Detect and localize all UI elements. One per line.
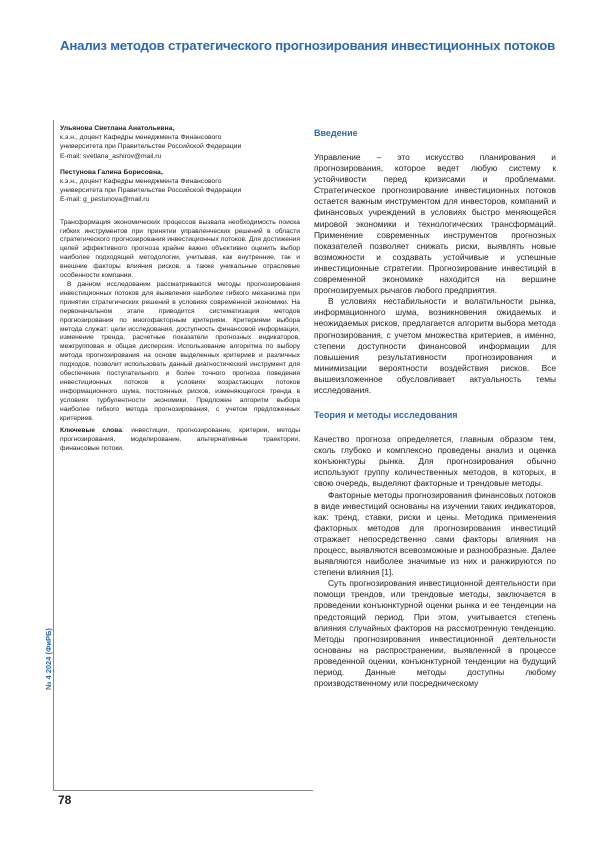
body-paragraph: Факторные методы прогнозирования финансовых потоков в виде инвестиций основаны на изучении таких индикаторов, как: тренд, ставки, риски и цены. Методика применения факторных методов для прогнозирования инвестиций отражает непосредственно сами факторы влияния на процесс, выявляются всевозможные и разнообразные. Далее выявляются наиболее значимые из них и ранжируются по степени влияния [1]. bbox=[314, 489, 556, 578]
left-column bbox=[60, 124, 300, 454]
issue-label: № 4 2024 (ФиРБ) bbox=[44, 628, 53, 690]
page-number: 78 bbox=[58, 793, 72, 807]
keywords-label: Ключевые слова bbox=[60, 427, 122, 435]
author-name: Ульянова Светлана Анатольевна, bbox=[60, 125, 175, 132]
abstract-paragraph: В данном исследовании рассматриваются методы прогнозирования инвестиционных потоков для выявления наиболее гибкого механизма при принятии стратегических решений в условиях современной экономики. На первоначальном этапе приводится систематизация методов прогнозирования по многофакторным критериям. Критериями выбора метода служат: цели исследования, доступность финансовой информации, изменение тренда, расчетные показатели прогнозных индикаторов, межгрупповая и общая дисперсия. Использование алгоритма по выбору метода прогнозирования на основе выделенных критериев и различных подходов, позволит использовать данный диагностический инструмент для обеспечения поступательного и более точного прогноза поведения инвестиционных потоков в условиях возрастающих потоков информационного шума, постоянных рисков, изменяющегося тренда в условиях турбулентности экономики. Предложен алгоритм выбора наиболее гибкого метода прогнозирования, с учетом предложенных критериев. bbox=[60, 280, 300, 422]
author-affiliation: университета при Правительстве Российской Федерации bbox=[60, 187, 242, 195]
section-heading-theory-methods: Теория и методы исследования bbox=[314, 410, 458, 421]
author-block bbox=[60, 124, 300, 161]
body-paragraph: В условиях нестабильности и волатильности рынка, информационного шума, возникновения ожидаемых и неожидаемых рисков, предлагается алгоритм выбора метода прогнозирования, с учетом множества критериев, а именно, степени доступности финансовой информации для повышения результативности прогнозирования и минимизации вероятности воздействия рисков. Все вышеизложенное обусловливает актуальность темы исследования. bbox=[314, 296, 556, 395]
body-paragraph: Управление – это искусство планирования и прогнозирования, которое ведет любую систему к устойчивости перед кризисами и проблемами. Стратегическое прогнозирование инвестиционных потоков остается важным инструментом для инвесторов, компаний и финансовых учреждений в условиях быстро меняющейся мировой экономики и технологических трансформаций. Применение современных инструментов прогнозных показателей позволяет снижать риски, выявлять новые возможности и создавать устойчивые и успешные инвестиционные стратегии. Прогнозирование инвестиций в современной экономике находится на вершине прогнозируемых рычагов любого предприятия. bbox=[314, 152, 556, 296]
abstract-paragraph: Трансформация экономических процессов вызвала необходимость поиска гибких инструментов при принятии управленческих решений в области стратегического прогнозирования инвестиционных потоков. Для достижения целей эффективного прогноза крайне важно объективно оценить выбор наиболее подходящей методологии, учитывая, как внутренние, так и внешние факторы влияния рисков, а также уникальные отраслевые особенности компании. bbox=[60, 218, 300, 280]
keywords bbox=[60, 427, 300, 454]
author-degree: к.э.н., доцент Кафедры менеджмента Финансового bbox=[60, 178, 222, 186]
abstract bbox=[60, 219, 300, 424]
footer-rule bbox=[53, 790, 313, 791]
right-column bbox=[314, 124, 556, 689]
section-heading-introduction: Введение bbox=[314, 128, 358, 138]
author-name: Пестунова Галина Борисовна, bbox=[60, 168, 163, 176]
keywords-text: : инвестиции, прогнозирование, критерии, методы прогнозирования, моделирование, альтернативные траектории, финансовые потоки. bbox=[60, 427, 300, 453]
author-email[interactable]: E-mail: g_pestunova@mail.ru bbox=[60, 196, 150, 204]
author-affiliation: университета при Правительстве Российской Федерации bbox=[60, 143, 242, 151]
author-email[interactable]: E-mail: svetlana_ashirov@mail.ru bbox=[60, 152, 162, 160]
article-title: Анализ методов стратегического прогнозирования инвестиционных потоков bbox=[60, 38, 556, 53]
author-degree: к.э.н., доцент Кафедры менеджмента Финансового bbox=[60, 134, 222, 142]
author-block bbox=[60, 168, 300, 205]
body-paragraph: Качество прогноза определяется, главным образом тем, сколь глубоко и комплексно проведены анализ и оценка конъюнктуры рынка. Для прогнозирования обычно используют группу количественных методов, в которых, в свою очередь, выделяют факторные и трендовые методы. bbox=[314, 434, 556, 489]
body-paragraph: Суть прогнозирования инвестиционной деятельности при помощи трендов, или трендовые методы, заключается в проведении конъюнктурной оценки рынка и ее тенденции на предстоящий период. При этом, учитывается степень влияния случайных факторов на рассмотренную тенденцию. Методы прогнозирования инвестиционной деятельности основаны на распространении, выявленной в процессе проведенной оценки, конъюнктурной тенденции на будущий период. Данные методы доступны любому производственному или посредническому bbox=[314, 578, 556, 689]
